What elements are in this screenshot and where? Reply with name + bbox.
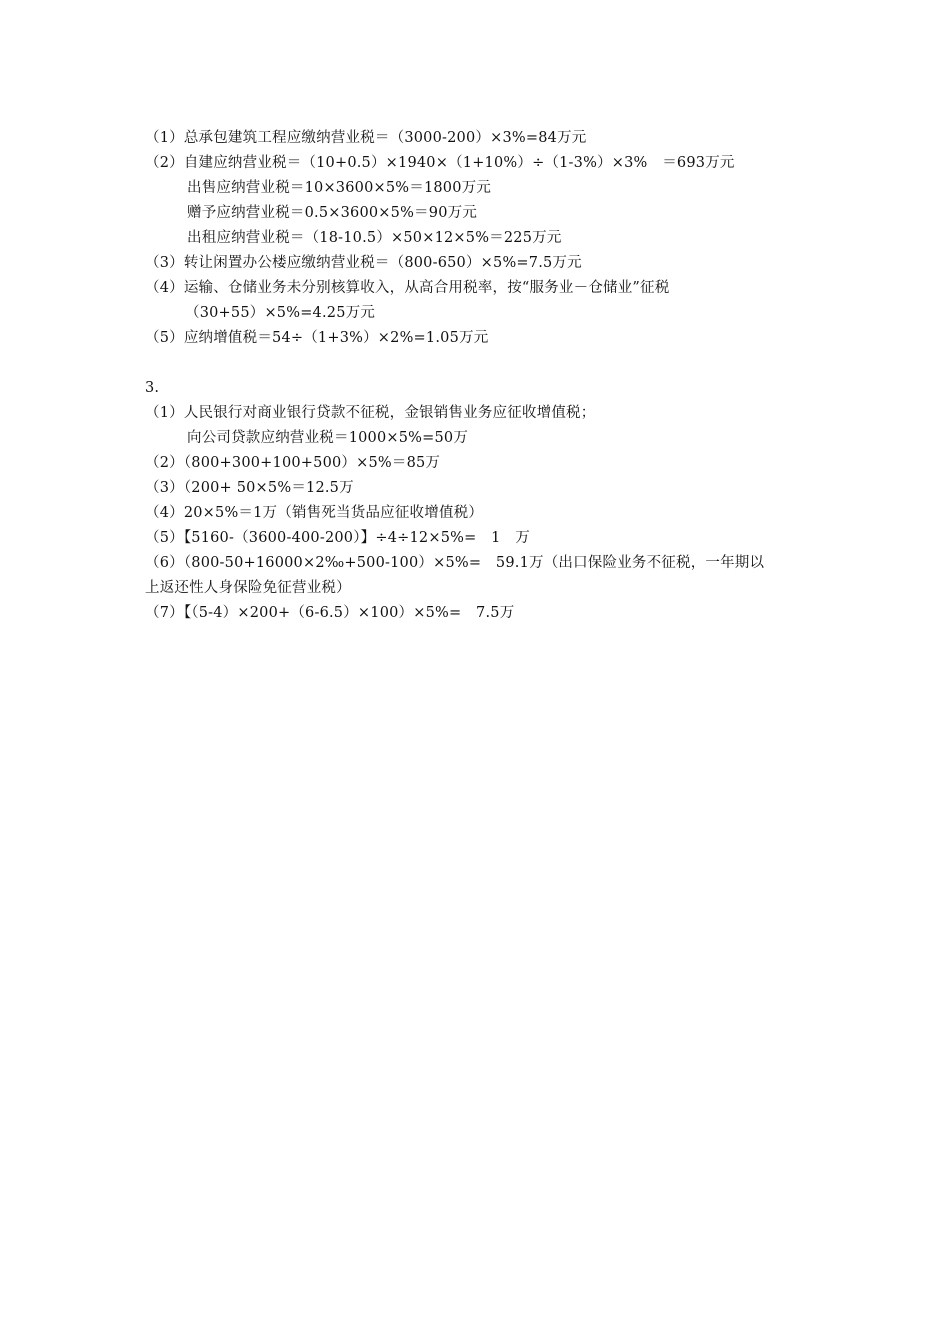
- text-line: （1）总承包建筑工程应缴纳营业税＝（3000-200）×3%=84万元: [145, 130, 587, 146]
- text-line: 出租应纳营业税＝（18-10.5）×50×12×5%＝225万元: [187, 230, 562, 246]
- text-line: （7）【（5-4）×200+（6-6.5）×100）×5%= 7.5万: [145, 605, 515, 621]
- answer-text-block: [145, 126, 815, 626]
- text-line: （3）（200+ 50×5%＝12.5万: [145, 480, 354, 496]
- spacer: [145, 351, 815, 376]
- text-line: （4）运输、仓储业务未分别核算收入，从高合用税率，按“服务业－仓储业”征税: [145, 280, 670, 296]
- text-line: 上返还性人身保险免征营业税）: [145, 580, 351, 596]
- text-line: （6）（800-50+16000×2‰+500-100）×5%= 59.1万（出口保险业务不征税，一年期以: [145, 555, 765, 571]
- text-line: （30+55）×5%=4.25万元: [185, 305, 376, 321]
- section-heading: 3.: [145, 380, 160, 396]
- text-line: 向公司贷款应纳营业税＝1000×5%=50万: [187, 430, 469, 446]
- text-line: （3）转让闲置办公楼应缴纳营业税＝（800-650）×5%=7.5万元: [145, 255, 582, 271]
- text-line: （4）20×5%＝1万（销售死当货品应征收增值税）: [145, 505, 484, 521]
- text-line: 出售应纳营业税＝10×3600×5%＝1800万元: [187, 180, 492, 196]
- text-line: （5）【5160-（3600-400-200）】÷4÷12×5%= 1 万: [145, 530, 530, 546]
- text-line: 赠予应纳营业税＝0.5×3600×5%＝90万元: [187, 205, 478, 221]
- text-line: （2）自建应纳营业税＝（10+0.5）×1940×（1+10%）÷（1-3%）×3% ＝693万元: [145, 155, 735, 171]
- text-line: （2）（800+300+100+500）×5%＝85万: [145, 455, 441, 471]
- text-line: （1）人民银行对商业银行贷款不征税，金银销售业务应征收增值税；: [145, 405, 596, 421]
- text-line: （5）应纳增值税＝54÷（1+3%）×2%=1.05万元: [145, 330, 489, 346]
